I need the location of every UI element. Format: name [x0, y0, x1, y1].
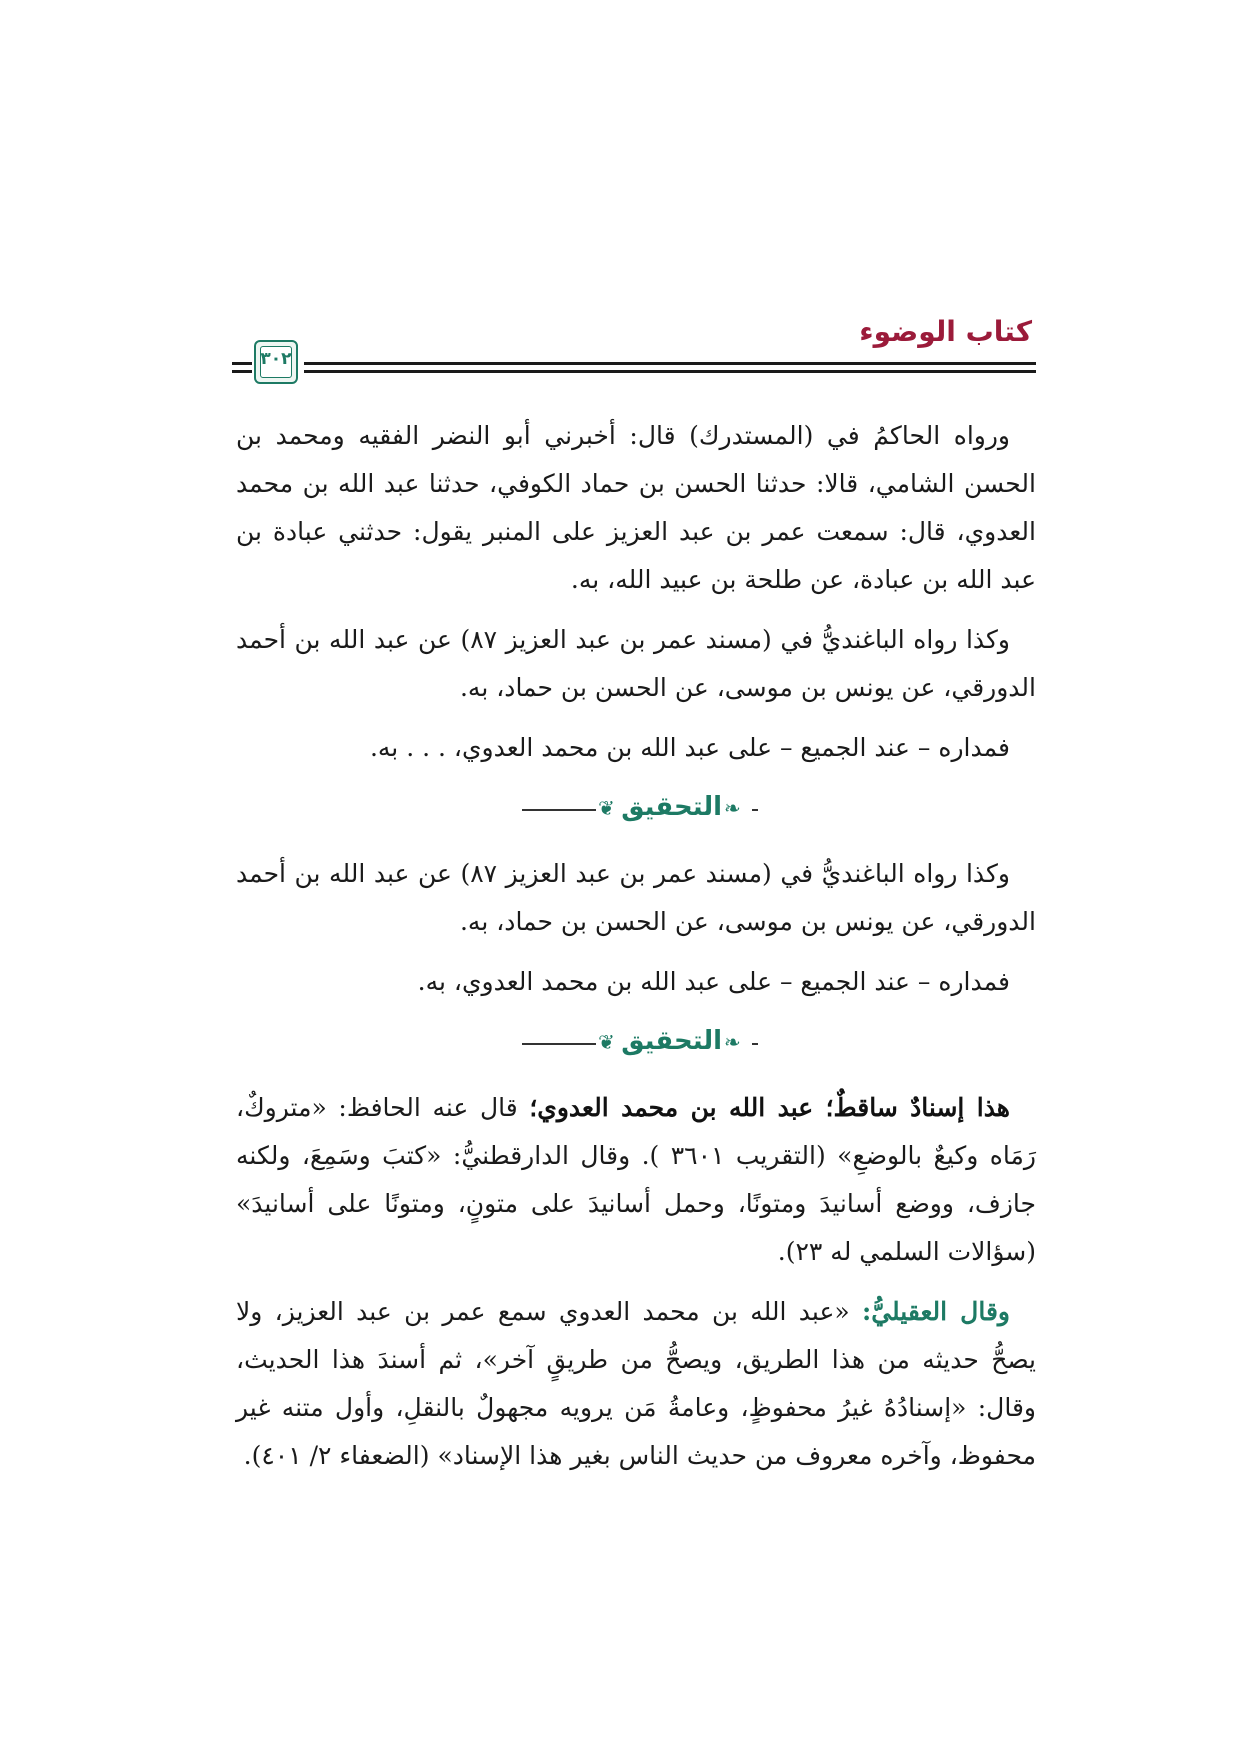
paragraph-madar-repeat	[236, 958, 1036, 1006]
header-rule-top	[304, 362, 1036, 365]
section-divider-tahqiq-1	[236, 784, 1036, 836]
page-number-badge	[254, 340, 298, 384]
paragraph-uqayli	[236, 1288, 1036, 1480]
paragraph-hakim	[236, 412, 1036, 604]
divider-line-left	[522, 1043, 596, 1045]
paragraph-baghandi	[236, 616, 1036, 712]
paragraph-madar-repeat-text: فمداره – عند الجميع – على عبد الله بن محمد العدوي، به.	[417, 967, 1010, 996]
section-heading: التحقيق	[621, 792, 722, 822]
isnad-verdict-bold: هذا إسنادٌ ساقطٌ؛ عبد الله بن محمد العدوي؛	[529, 1093, 1010, 1122]
paragraph-isnad-verdict	[236, 1084, 1036, 1276]
ornament-icon: ❧	[724, 1030, 741, 1054]
paragraph-baghandi-repeat-text: وكذا رواه الباغنديُّ في (مسند عمر بن عبد العزيز ٨٧) عن عبد الله بن أحمد الدورقي، عن يونس بن موسى، عن الحسن بن حماد، به.	[236, 859, 1036, 936]
page-content	[236, 412, 1036, 1492]
header-rule-bottom	[304, 370, 1036, 373]
paragraph-madar	[236, 724, 1036, 772]
page-header	[232, 310, 1036, 390]
paragraph-madar-text: فمداره – عند الجميع – على عبد الله بن محمد العدوي، . . . به.	[369, 733, 1010, 762]
header-rule-stub-bottom	[232, 370, 252, 373]
ornament-icon: ❦	[598, 1030, 615, 1054]
divider-line-right	[752, 809, 758, 811]
page-number: ٣٠٢	[260, 349, 292, 369]
ornament-icon: ❦	[598, 796, 615, 820]
isnad-verdict-text: قال عنه الحافظ: «متروكٌ، رَمَاه وكيعٌ بالوضعِ» (التقريب ٣٦٠١ ). وقال الدارقطنيُّ: «كتبَ وسَمِعَ، ولكنه جازف، ووضع أسانيدَ ومتونًا، وحمل أسانيدَ على متونٍ، ومتونًا على أسانيدَ» (سؤالات السلمي له ٢٣).	[236, 1093, 1036, 1266]
uqayli-text: «عبد الله بن محمد العدوي سمع عمر بن عبد العزيز، ولا يصحُّ حديثه من هذا الطريق، ويصحُّ من طريقٍ آخر»، ثم أسندَ هذا الحديث، وقال: «إسنادُهُ غيرُ محفوظٍ، وعامةُ مَن يرويه مجهولٌ بالنقلِ، وأول متنه غير محفوظ، وآخره معروف من حديث الناس بغير هذا الإسناد» (الضعفاء ٢/ ٤٠١).	[236, 1297, 1036, 1470]
paragraph-hakim-text: ورواه الحاكمُ في (المستدرك) قال: أخبرني أبو النضر الفقيه ومحمد بن الحسن الشامي، قالا: حدثنا الحسن بن حماد الكوفي، حدثنا عبد الله بن محمد العدوي، قال: سمعت عمر بن عبد العزيز على المنبر يقول: حدثني عبادة بن عبد الله بن عبادة، عن طلحة بن عبيد الله، به.	[236, 421, 1036, 594]
paragraph-baghandi-repeat	[236, 850, 1036, 946]
uqayli-lead: وقال العقيليُّ:	[861, 1297, 1010, 1326]
ornament-icon: ❧	[724, 796, 741, 820]
book-title: كتاب الوضوء	[859, 315, 1032, 348]
header-rule-stub-top	[232, 362, 252, 365]
paragraph-baghandi-text: وكذا رواه الباغنديُّ في (مسند عمر بن عبد العزيز ٨٧) عن عبد الله بن أحمد الدورقي، عن يونس بن موسى، عن الحسن بن حماد، به.	[236, 625, 1036, 702]
section-divider-tahqiq-2	[236, 1018, 1036, 1070]
section-heading: التحقيق	[621, 1026, 722, 1056]
divider-line-left	[522, 809, 596, 811]
divider-line-right	[752, 1043, 758, 1045]
